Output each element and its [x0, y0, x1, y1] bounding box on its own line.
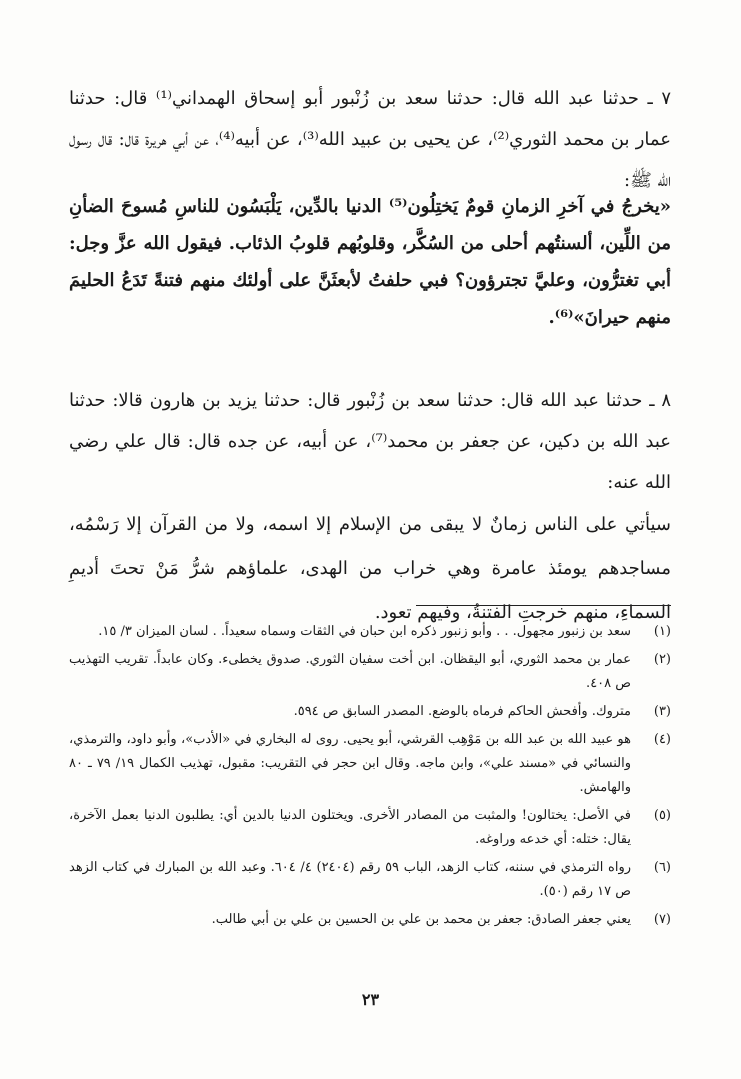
footnote: [69, 804, 671, 852]
footnote-text: في الأصل: يختالون! والمثبت من المصادر الأخرى. ويختلون الدنيا بالدين أي: يطلبون الدنيا بعمل الآخرة، يقال: ختله: أي خدعه وراوغه.: [69, 808, 631, 847]
footnote-number: (٢): [653, 652, 671, 667]
page-number: ٢٣: [361, 990, 380, 1009]
footnote: [69, 648, 671, 696]
footnote-text: يعني جعفر الصادق: جعفر بن محمد بن علي بن الحسين بن علي بن أبي طالب.: [211, 912, 631, 927]
footnote-number: (٧): [653, 912, 671, 927]
footnotes: [69, 620, 671, 936]
footnote-number: (٥): [653, 808, 671, 823]
hadith-7-text: «يخرجُ في آخرِ الزمانِ قومٌ يَختِلُون⁽⁵⁾ الدنيا بالدِّين، يَلْبَسُون للناسِ مُسوحَ الضأنِ من اللِّين، ألسنتُهم أحلى من السُكَّر، وقلوبُهم قلوبُ الذئاب. فيقول الله عزَّ وجل: أبي تغترُّون، وعليَّ تجترؤون؟ فبي حلفتُ لأبعثَنَّ على أولئك منهم فتنةً تَدَعُ الحليمَ منهم حيرانَ»⁽⁶⁾.: [69, 196, 671, 328]
footnote-text: سعد بن زنبور مجهول. . . وأبو زنبور ذكره ابن حبان في الثقات وسماه سعيداً. . لسان الميزان ٣/ ١٥.: [98, 624, 631, 639]
footnote: [69, 700, 671, 724]
footnote-text: هو عبيد الله بن عبد الله بن مَوْهِب القرشي، أبو يحيى. روى له البخاري في «الأدب»، وأبو داود، والترمذي، والنسائي في «مسند علي»، وابن ماجه. وقال ابن حجر في التقريب: مقبول، تهذيب الكمال ١٩/ ٧٩ ـ ٨٠ والهامش.: [69, 732, 632, 795]
footnote: [69, 908, 671, 932]
footnote-number: (٤): [653, 732, 671, 747]
footnote: [69, 856, 671, 904]
hadith-8-chain: ٨ ـ حدثنا عبد الله قال: حدثنا سعد بن زُنْبور قال: حدثنا يزيد بن هارون قالا: حدثنا عبد الله بن دكين، عن جعفر بن محمد⁽⁷⁾، عن أبيه، عن جده قال: قال علي رضي الله عنه:: [69, 390, 671, 493]
hadith-8-text: سيأتي على الناس زمانٌ لا يبقى من الإسلام إلا اسمه، ولا من القرآن إلا رَسْمُه، مساجدهم يومئذ عامرة وهي خراب من الهدى، علماؤهم شرُّ مَنْ تحتَ أديمِ السماءِ، منهم خرجتِ الفتنةُ، وفيهم تعود.: [69, 514, 671, 623]
footnote-text: عمار بن محمد الثوري، أبو اليقظان. ابن أخت سفيان الثوري. صدوق يخطىء. وكان عابداً. تقريب التهذيب ص ٤٠٨.: [69, 652, 631, 691]
footnote-text: متروك. وأفحش الحاكم فرماه بالوضع. المصدر السابق ص ٥٩٤.: [293, 704, 631, 719]
footnote-number: (٦): [653, 860, 671, 875]
footnote: [69, 620, 671, 644]
footnote-number: (٣): [653, 704, 671, 719]
footnote-number: (١): [653, 624, 671, 639]
footnote-text: رواه الترمذي في سننه، كتاب الزهد، الباب ٥٩ رقم (٢٤٠٤) ٤/ ٦٠٤. وعبد الله بن المبارك في كتاب الزهد ص ١٧ رقم (٥٠).: [69, 860, 631, 899]
hadith-7-chain: ٧ ـ حدثنا عبد الله قال: حدثنا سعد بن زُنْبور أبو إسحاق الهمداني⁽¹⁾ قال: حدثنا عمار بن محمد الثوري⁽²⁾، عن يحيى بن عبيد الله⁽³⁾، عن أبيه⁽⁴⁾، عن أبي هريرة قال: قال رسول الله ﷺ:: [69, 88, 672, 191]
footnote: [69, 728, 671, 800]
footnote-divider: [416, 605, 671, 606]
